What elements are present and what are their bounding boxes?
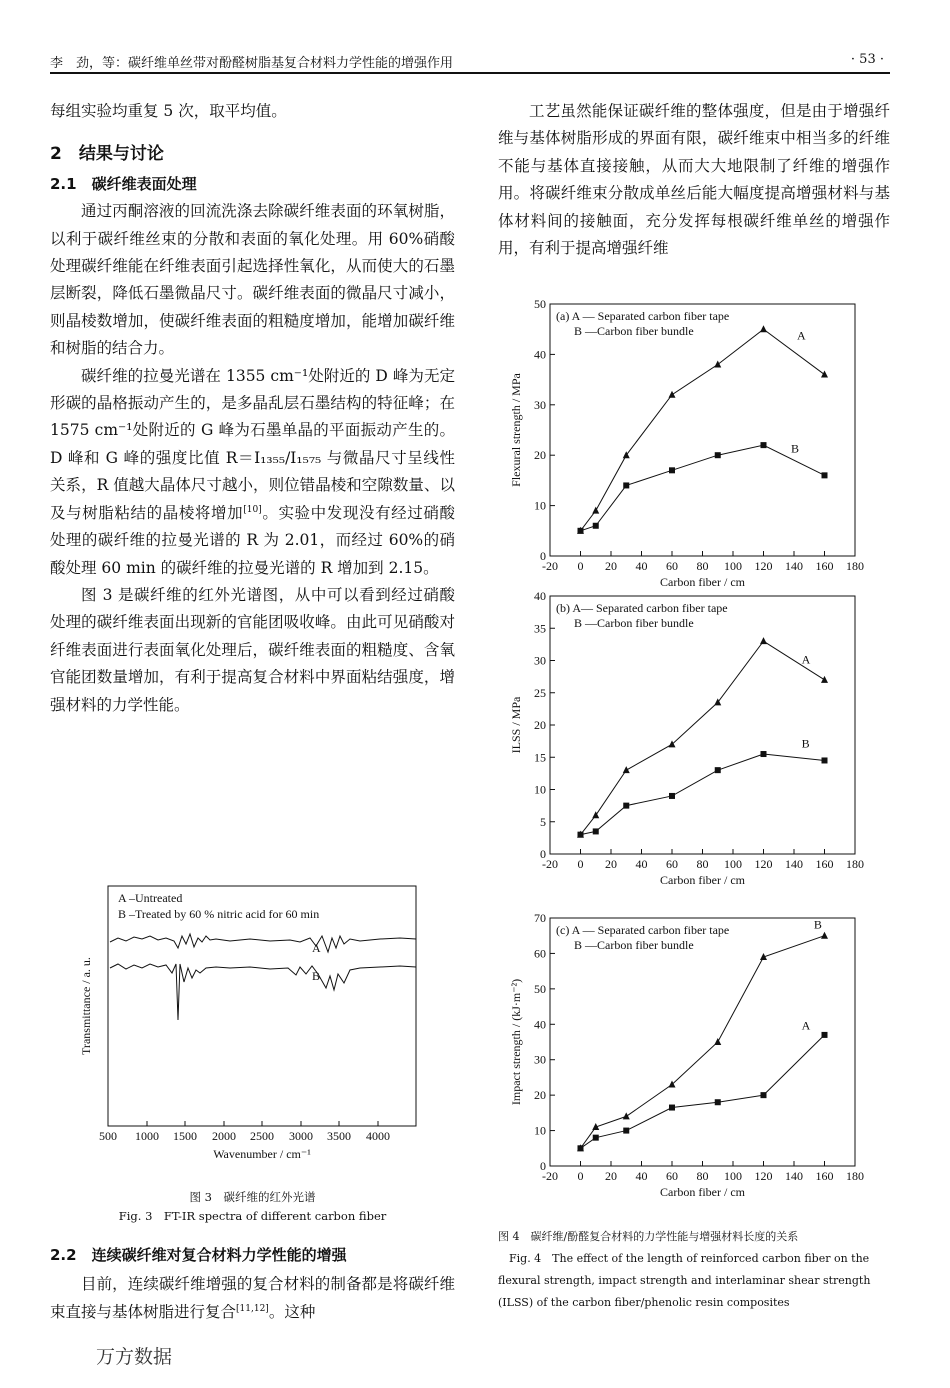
x-tick-label: 100 [724, 559, 742, 573]
svg-text:4000: 4000 [366, 1129, 390, 1143]
svg-text:2500: 2500 [250, 1129, 274, 1143]
y-tick-label: 0 [540, 1159, 546, 1173]
x-tick-label: 40 [635, 559, 648, 573]
x-axis-label: Wavenumber / cm⁻¹ [213, 1147, 311, 1161]
data-point-square [761, 1092, 767, 1098]
y-tick-label: 30 [534, 1052, 546, 1067]
svg-text:3000: 3000 [289, 1129, 313, 1143]
series-a-line [110, 934, 416, 952]
y-tick-label: 10 [534, 1123, 546, 1138]
y-tick-label: 5 [540, 814, 546, 829]
data-point-triangle [669, 391, 676, 398]
paragraph-text: 碳纤维的拉曼光谱在 1355 cm⁻¹处附近的 D 峰为无定形碳的晶格振动产生的，是多晶乱层石墨结构的特征峰；在 1575 cm⁻¹处附近的 G 峰为石墨单晶的平面振动产生的。D 峰和 G 峰的强度比值 R＝I₁₃₅₅/I₁₅₇₅ 与微晶尺寸呈线性关系，R 值越大晶体尺寸越小，则位错晶棱和空隙数量、以及与树脂粘结的晶棱将增加 [50, 366, 455, 522]
data-point-triangle [821, 371, 828, 378]
x-tick-label: 140 [785, 857, 803, 871]
legend-entry-b: B —Carbon fiber bundle [574, 616, 694, 630]
series-a-line [581, 1035, 825, 1148]
y-tick-label: 30 [534, 653, 546, 668]
paragraph [50, 1271, 455, 1326]
left-column [50, 98, 455, 719]
data-point-square [623, 1128, 629, 1134]
series-b-label: B [312, 969, 321, 983]
figure-4c [498, 904, 890, 1204]
figure-3 [60, 878, 440, 1168]
legend-a: A –Untreated [118, 891, 183, 905]
data-point-square [822, 1032, 828, 1038]
x-axis-label: Carbon fiber / cm [660, 1185, 745, 1199]
y-tick-label: 40 [534, 1017, 546, 1032]
data-point-square [669, 467, 675, 473]
paragraph: 图 3 是碳纤维的红外光谱图，从中可以看到经过硝酸处理的碳纤维表面出现新的官能团吸收峰。由此可见硝酸对纤维表面进行表面氧化处理后，碳纤维表面的粗糙度、含氧官能团数量增加，有利于提高复合材料中界面粘结强度，增强材料的力学性能。 [50, 585, 455, 714]
series-label: A [801, 1018, 811, 1033]
x-tick-label: -20 [542, 1169, 558, 1183]
x-tick-label: 140 [785, 1169, 803, 1183]
x-tick-label: -20 [542, 857, 558, 871]
series-b-line [581, 754, 825, 835]
y-axis-label: Flexural strength / MPa [509, 373, 523, 487]
data-point-square [669, 793, 675, 799]
x-tick-label: 60 [666, 1169, 678, 1183]
header-title: 李 劲，等：碳纤维单丝带对酚醛树脂基复合材料力学性能的增强作用 [50, 56, 454, 71]
x-tick-label: 180 [846, 1169, 864, 1183]
paragraph: 通过丙酮溶液的回流洗涤去除碳纤维表面的环氧树脂，以利于碳纤维丝束的分散和表面的氧化处理。用 60%硝酸处理碳纤维能在纤维表面引起选择性氧化，从而使大的石墨层断裂，降低石墨微晶尺寸。碳纤维表面的微晶尺寸减小，则晶棱数增加，使碳纤维表面的粗糙度增加，能增加碳纤维和树脂的结合力。 [50, 202, 455, 358]
data-point-square [822, 757, 828, 763]
y-tick-label: 50 [534, 297, 546, 311]
data-point-square [715, 1099, 721, 1105]
x-tick-label: 60 [666, 857, 678, 871]
y-tick-label: 0 [540, 847, 546, 861]
y-tick-label: 60 [534, 946, 546, 961]
x-axis-label: Carbon fiber / cm [660, 873, 745, 887]
y-tick-label: 35 [534, 621, 546, 636]
paragraph-text: 。这种 [268, 1302, 316, 1321]
paragraph: 工艺虽然能保证碳纤维的整体强度，但是由于增强纤维与基体树脂形成的界面有限，碳纤维束中相当多的纤维不能与基体直接接触，从而大大地限制了纤维的增强作用。将碳纤维束分散成单丝后能大幅度提高增强材料与基体材料间的接触面，充分发挥每根碳纤维单丝的增强作用，有利于提高增强纤维 [498, 102, 890, 258]
y-tick-label: 70 [534, 911, 546, 925]
data-point-square [593, 828, 599, 834]
data-point-square [593, 1135, 599, 1141]
left-column-bottom [50, 1242, 455, 1326]
x-tick-label: 140 [785, 559, 803, 573]
x-tick-label: 0 [577, 559, 584, 573]
y-tick-label: 50 [534, 981, 546, 996]
figure-3-caption [50, 1188, 455, 1226]
right-column [498, 98, 890, 262]
figure-4-caption-en: Fig. 4 The effect of the length of reinforced carbon fiber on the flexural strength, impact strength and interlaminar shear strength (ILSS) of the carbon fiber/phenolic resin composites [498, 1252, 871, 1309]
x-tick-label: 20 [605, 1169, 617, 1183]
y-tick-label: 30 [534, 397, 546, 412]
x-tick-label: 40 [635, 857, 648, 871]
subsection-heading: 2.2 连续碳纤维对复合材料力学性能的增强 [50, 1246, 347, 1264]
series-label: B [813, 917, 822, 932]
legend-entry-a: (c) A — Separated carbon fiber tape [556, 923, 730, 937]
page-number: · 53 · [850, 52, 884, 67]
plot-frame [108, 886, 416, 1126]
paragraph-text: 目前，连续碳纤维增强的复合材料的制备都是将碳纤维束直接与基体树脂进行复合 [50, 1275, 455, 1321]
data-point-triangle [669, 740, 676, 747]
x-tick-label: 100 [724, 857, 742, 871]
y-axis-label: Transmittance / a. u. [79, 957, 93, 1055]
x-tick-label: 80 [696, 857, 709, 871]
svg-text:2000: 2000 [212, 1129, 236, 1143]
y-axis-label: ILSS / MPa [509, 696, 523, 754]
figure-4b [498, 590, 890, 896]
data-point-square [715, 767, 721, 773]
figure-3-caption-en: Fig. 3 FT-IR spectra of different carbon fiber [118, 1209, 387, 1223]
data-point-square [761, 751, 767, 757]
y-tick-label: 10 [534, 498, 546, 513]
x-tick-label: 180 [846, 857, 864, 871]
y-tick-label: 10 [534, 782, 546, 797]
x-tick-label: 80 [696, 1169, 709, 1183]
y-tick-label: 20 [534, 448, 546, 463]
data-point-square [578, 832, 584, 838]
x-tick-label: 100 [724, 1169, 742, 1183]
x-tick-label: 40 [635, 1169, 648, 1183]
series-a-line [581, 329, 825, 531]
x-tick-label: 80 [696, 559, 709, 573]
data-point-triangle [714, 1038, 721, 1045]
data-point-triangle [623, 766, 630, 773]
x-tick-label: 120 [754, 857, 773, 871]
subsection-heading: 2.1 碳纤维表面处理 [50, 174, 197, 193]
data-point-triangle [714, 360, 721, 367]
data-point-triangle [760, 325, 767, 332]
paragraph-text: 。实验中发现没有经过硝酸处理的碳纤维的拉曼光谱的 R 为 2.01，而经过 60%的硝酸处理 60 min 的碳纤维的拉曼光谱的 R 增加到 2.15。 [50, 503, 455, 577]
data-point-triangle [623, 1112, 630, 1119]
data-point-square [593, 523, 599, 529]
svg-text:1000: 1000 [135, 1129, 159, 1143]
series-b-line [581, 936, 825, 1149]
data-point-triangle [821, 676, 828, 683]
series-b-line [581, 445, 825, 531]
svg-text:3500: 3500 [327, 1129, 351, 1143]
header-rule [50, 72, 890, 74]
figure-4a [498, 296, 890, 596]
data-point-square [623, 482, 629, 488]
series-label: B [801, 736, 810, 751]
citation[interactable]: [11,12] [236, 1303, 269, 1314]
figure-3-caption-cn: 图 3 碳纤维的红外光谱 [189, 1190, 316, 1204]
section-heading: 2 结果与讨论 [50, 144, 164, 165]
y-axis-label: Impact strength / (kJ·m⁻²) [509, 978, 523, 1106]
y-tick-label: 0 [540, 549, 546, 563]
x-tick-label: 20 [605, 857, 617, 871]
x-tick-label: 120 [754, 559, 773, 573]
data-point-triangle [760, 637, 767, 644]
data-point-triangle [592, 507, 599, 514]
citation[interactable]: [10] [243, 504, 262, 515]
x-tick-label: 160 [815, 559, 834, 573]
x-tick-label: 0 [577, 1169, 584, 1183]
series-b-line [110, 964, 416, 1020]
svg-text:1500: 1500 [173, 1129, 197, 1143]
data-point-square [715, 452, 721, 458]
data-point-square [578, 1145, 584, 1151]
y-tick-label: 15 [534, 750, 546, 765]
paragraph [50, 363, 455, 582]
series-label: B [790, 441, 799, 456]
ftir-chart [60, 878, 440, 1168]
data-point-square [578, 528, 584, 534]
data-point-square [761, 442, 767, 448]
x-tick-label: -20 [542, 559, 558, 573]
impact-strength-chart [498, 904, 890, 1200]
watermark: 万方数据 [96, 1346, 173, 1368]
series-a-line [581, 641, 825, 835]
figure-4-caption-cn: 图 4 碳纤维/酚醛复合材料的力学性能与增强材料长度的关系 [498, 1230, 799, 1243]
x-tick-label: 160 [815, 857, 834, 871]
y-tick-label: 40 [534, 590, 546, 603]
y-tick-label: 40 [534, 347, 546, 362]
svg-text:500: 500 [99, 1129, 117, 1143]
x-tick-label: 160 [815, 1169, 834, 1183]
legend-entry-b: B —Carbon fiber bundle [574, 324, 694, 338]
legend-entry-a: (a) A — Separated carbon fiber tape [556, 309, 730, 323]
running-header [50, 52, 890, 72]
legend-entry-a: (b) A— Separated carbon fiber tape [556, 601, 728, 615]
x-tick-label: 180 [846, 559, 864, 573]
data-point-square [822, 472, 828, 478]
x-tick-label: 120 [754, 1169, 773, 1183]
legend-entry-b: B —Carbon fiber bundle [574, 938, 694, 952]
x-axis-label: Carbon fiber / cm [660, 575, 745, 589]
data-point-square [623, 803, 629, 809]
x-tick-label: 60 [666, 559, 678, 573]
x-axis-ticks [99, 1121, 390, 1143]
flexural-strength-chart [498, 296, 890, 592]
legend-b: B –Treated by 60 % nitric acid for 60 min [118, 907, 320, 921]
series-label: A [801, 652, 811, 667]
y-tick-label: 20 [534, 1088, 546, 1103]
y-tick-label: 25 [534, 685, 546, 700]
series-a-label: A [312, 941, 321, 955]
series-label: A [797, 328, 806, 343]
data-point-triangle [821, 932, 828, 939]
plot-frame [550, 304, 855, 556]
data-point-square [669, 1105, 675, 1111]
figure-4-caption [498, 1226, 890, 1314]
y-tick-label: 20 [534, 718, 546, 732]
x-tick-label: 0 [577, 857, 584, 871]
ilss-chart [498, 590, 890, 892]
x-tick-label: 20 [605, 559, 617, 573]
paragraph: 每组实验均重复 5 次，取平均值。 [50, 102, 287, 120]
